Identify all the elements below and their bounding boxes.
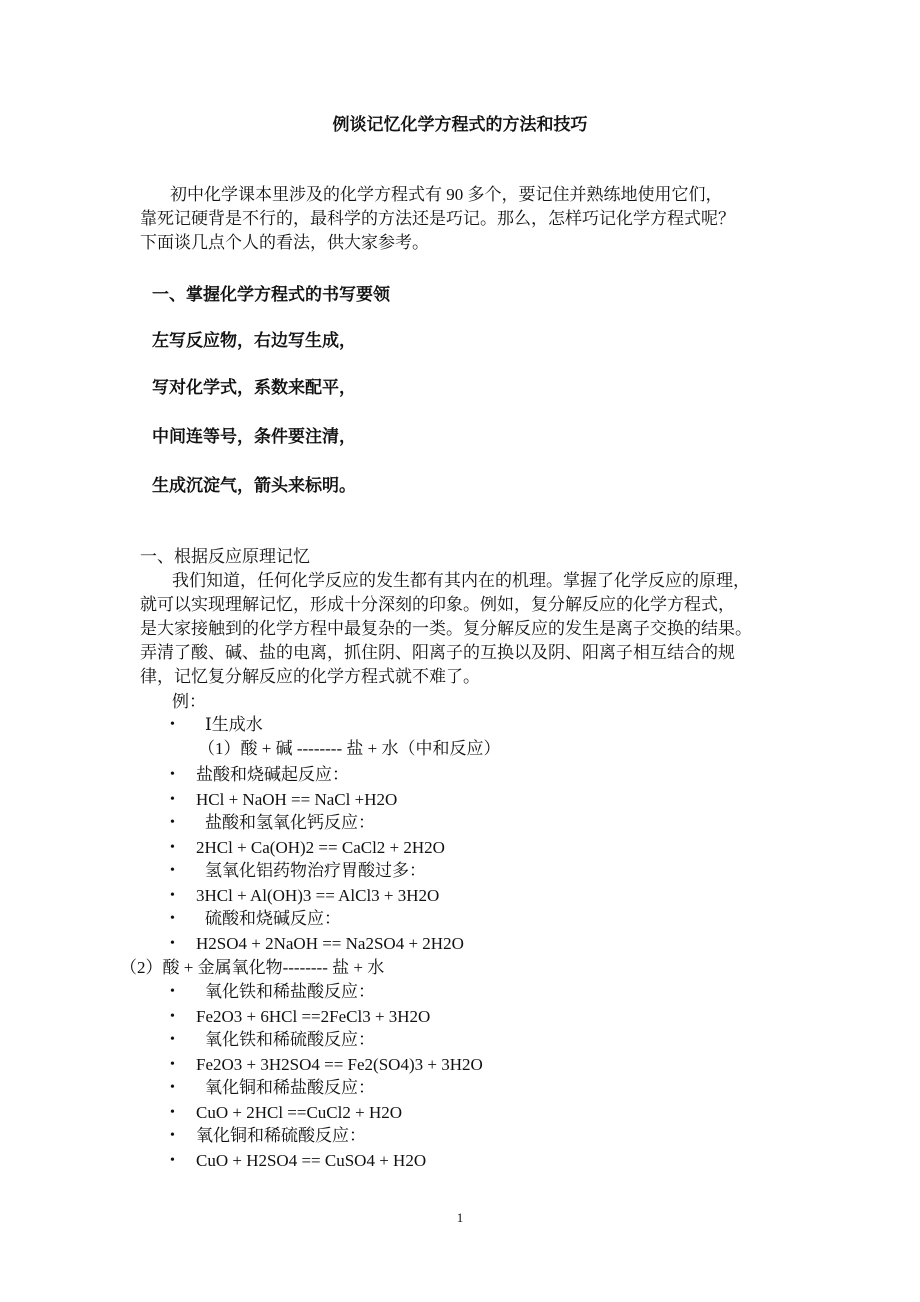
list-item: 硫酸和烧碱反应： xyxy=(205,909,341,928)
rule-line: 中间连等号，条件要注清， xyxy=(152,427,356,446)
equation: Fe2O3 + 6HCl ==2FeCl3 + 3H2O xyxy=(196,1007,431,1026)
bullet: • xyxy=(170,863,175,878)
equation: 2HCl + Ca(OH)2 == CaCl2 + 2H2O xyxy=(196,838,445,857)
bullet: • xyxy=(170,1153,175,1168)
document-title: 例谈记忆化学方程式的方法和技巧 xyxy=(332,115,588,134)
intro-line: 下面谈几点个人的看法，供大家参考。 xyxy=(140,233,429,252)
rule-line: 左写反应物，右边写生成， xyxy=(152,331,356,350)
list-item: 氧化铁和稀盐酸反应： xyxy=(205,982,375,1001)
page-number: 1 xyxy=(456,1210,464,1225)
body-line: 弄清了酸、碱、盐的电离，抓住阴、阳离子的互换以及阴、阳离子相互结合的规 xyxy=(140,643,735,662)
section-heading: 一、根据反应原理记忆 xyxy=(140,547,310,566)
bullet: • xyxy=(170,792,175,807)
body-line: 是大家接触到的化学方程中最复杂的一类。复分解反应的发生是离子交换的结果。 xyxy=(140,619,752,638)
equation: CuO + 2HCl ==CuCl2 + H2O xyxy=(196,1103,403,1122)
equation: H2SO4 + 2NaOH == Na2SO4 + 2H2O xyxy=(196,934,464,953)
body-line: 就可以实现理解记忆，形成十分深刻的印象。例如，复分解反应的化学方程式， xyxy=(140,595,735,614)
bullet: • xyxy=(170,936,175,951)
list-item: 氧化铜和稀盐酸反应： xyxy=(205,1078,375,1097)
list-item: Ⅰ生成水 xyxy=(205,715,263,734)
bullet: • xyxy=(170,840,175,855)
example-label: 例： xyxy=(172,692,206,711)
bullet: • xyxy=(170,1128,175,1143)
list-item: 盐酸和氢氧化钙反应： xyxy=(205,813,375,832)
bullet: • xyxy=(170,1057,175,1072)
bullet: • xyxy=(170,888,175,903)
bullet: • xyxy=(170,1032,175,1047)
list-item: 氢氧化铝药物治疗胃酸过多： xyxy=(205,861,426,880)
bullet: • xyxy=(170,984,175,999)
body-line: 我们知道，任何化学反应的发生都有其内在的机理。掌握了化学反应的原理， xyxy=(172,571,750,590)
bullet: • xyxy=(170,1105,175,1120)
rule-line: 生成沉淀气，箭头来标明。 xyxy=(152,476,356,495)
equation: 3HCl + Al(OH)3 == AlCl3 + 3H2O xyxy=(196,886,440,905)
bullet: • xyxy=(170,767,175,782)
body-line: 律，记忆复分解反应的化学方程式就不难了。 xyxy=(140,667,480,686)
equation: CuO + H2SO4 == CuSO4 + H2O xyxy=(196,1151,427,1170)
subheading: （1）酸 + 碱 -------- 盐 + 水（中和反应） xyxy=(198,739,501,758)
bullet: • xyxy=(170,911,175,926)
rule-line: 写对化学式，系数来配平， xyxy=(152,378,356,397)
equation: Fe2O3 + 3H2SO4 == Fe2(SO4)3 + 3H2O xyxy=(196,1055,483,1074)
list-item: 氧化铁和稀硫酸反应： xyxy=(205,1030,375,1049)
list-item: 盐酸和烧碱起反应： xyxy=(196,765,349,784)
intro-line: 靠死记硬背是不行的，最科学的方法还是巧记。那么，怎样巧记化学方程式呢？ xyxy=(140,209,735,228)
bullet: • xyxy=(170,815,175,830)
subheading: （2）酸 + 金属氧化物-------- 盐 + 水 xyxy=(120,958,385,977)
equation: HCl + NaOH == NaCl +H2O xyxy=(196,790,398,809)
list-item: 氧化铜和稀硫酸反应： xyxy=(196,1126,366,1145)
rules-heading: 一、掌握化学方程式的书写要领 xyxy=(152,285,390,304)
bullet: • xyxy=(170,1009,175,1024)
bullet: • xyxy=(170,717,175,732)
intro-line: 初中化学课本里涉及的化学方程式有 90 多个，要记住并熟练地使用它们， xyxy=(170,185,723,204)
bullet: • xyxy=(170,1080,175,1095)
